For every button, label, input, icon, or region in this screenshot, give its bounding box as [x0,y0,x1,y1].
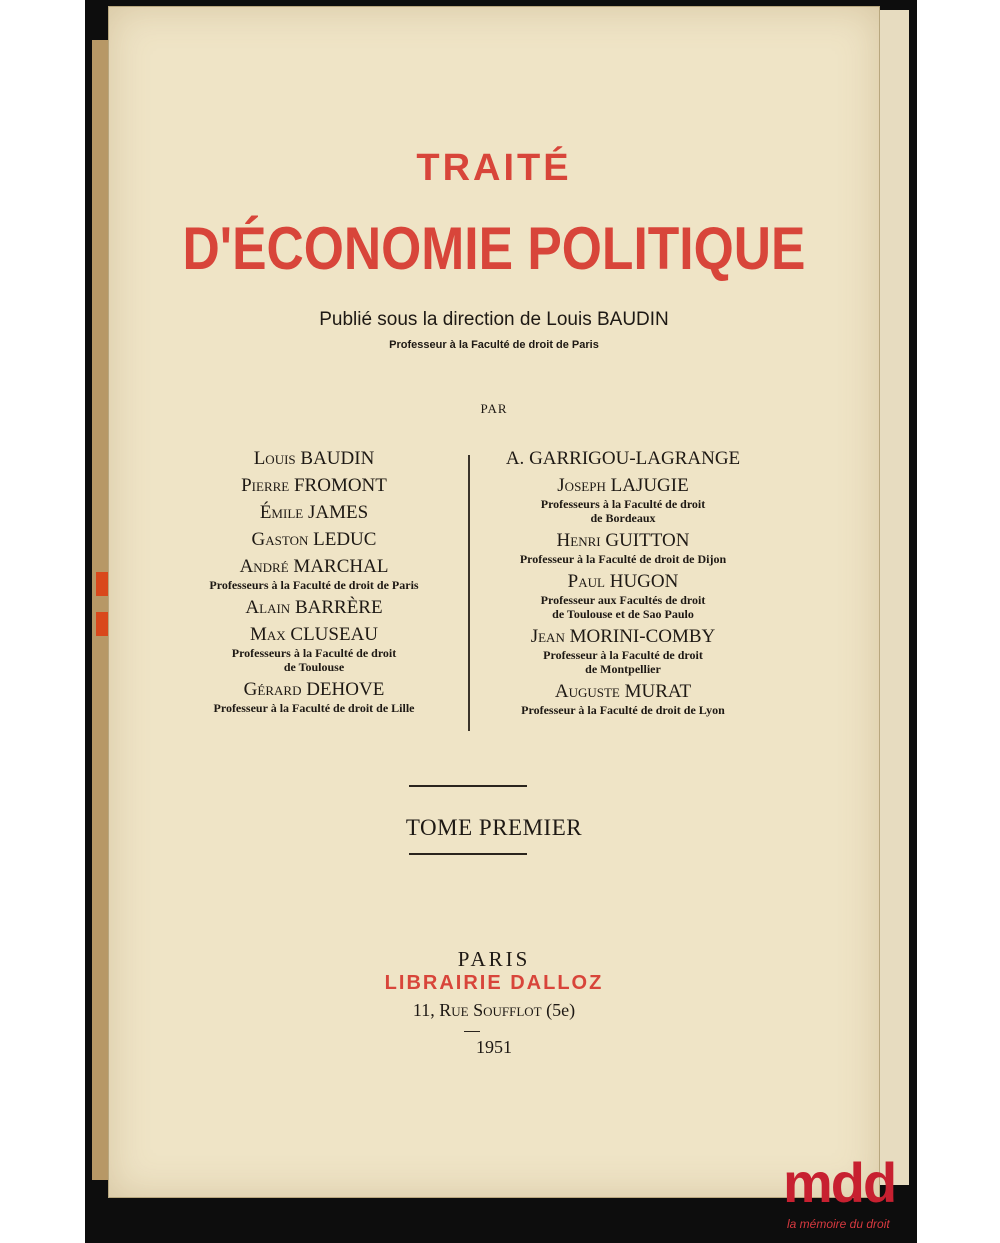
author-affiliation: Professeur aux Facultés de droit [540,593,706,607]
rule-top [409,785,527,787]
author-surname: JAMES [307,502,369,523]
author-surname: MURAT [624,681,692,702]
year-dash [464,1031,480,1032]
author-affiliation: de Toulouse et de Sao Paulo [552,607,694,621]
author-name [471,681,775,703]
logo-tagline: la mémoire du droit [787,1217,890,1231]
imprint-year: 1951 [476,1037,512,1057]
direction-affiliation: Professeur à la Faculté de droit de Paris [389,339,599,351]
direction-line: Publié sous la direction de Louis BAUDIN [319,309,669,330]
author-affiliation: de Toulouse [283,660,345,674]
author-surname: GARRIGOU-LAGRANGE [529,448,741,469]
column-divider [468,455,470,731]
imprint-city: PARIS [457,947,531,971]
author-surname: BAUDIN [300,448,375,469]
author-first-name: Auguste [554,681,620,702]
author-first-name: Henri [556,530,601,551]
author-surname: BARRÈRE [294,597,383,618]
author-affiliation: de Bordeaux [590,511,656,525]
author-name [169,475,459,497]
author-affiliation: Professeur à la Faculté de droit [543,648,703,662]
logo-letters: mdd [783,1151,896,1214]
author-name [471,626,775,648]
author-name [471,530,775,552]
author-name [471,448,775,470]
author-name [169,679,459,701]
address-street: Rue Soufflot [439,1000,542,1020]
authors-right-column [471,443,775,717]
author-name [169,448,459,470]
author-first-name: Paul [567,571,605,592]
author-affiliation: Professeurs à la Faculté de droit de Paris [209,578,419,592]
authors-left-column [169,443,459,715]
author-first-name: Alain [245,597,291,618]
author-first-name: Pierre [241,475,290,496]
author-affiliation: Professeur à la Faculté de droit de Lille [213,701,415,715]
author-affiliation: Professeur à la Faculté de droit de Lyon [521,703,725,717]
author-first-name: Gaston [251,529,309,550]
author-surname: DEHOVE [306,679,385,700]
author-affiliation: Professeurs à la Faculté de droit [231,646,397,660]
author-surname: MARCHAL [293,556,389,577]
author-name [471,475,775,497]
address-number: 11, [412,1000,435,1020]
author-first-name: Joseph [557,475,606,496]
author-affiliation: de Montpellier [585,662,661,676]
author-affiliation: Professeur à la Faculté de droit de Dijon [519,552,727,566]
author-affiliation: Professeurs à la Faculté de droit [540,497,706,511]
author-name [169,597,459,619]
title-line-1: TRAITÉ [416,147,572,189]
author-surname: CLUSEAU [290,624,379,645]
author-surname: FROMONT [293,475,387,496]
author-first-name: Jean [530,626,565,647]
title-line-2: D'ÉCONOMIE POLITIQUE [182,215,806,282]
title-page [108,6,880,1198]
author-first-name: Max [249,624,286,645]
author-first-name: Louis [253,448,296,469]
author-surname: LAJUGIE [610,475,689,496]
mdd-logo [783,1153,913,1233]
author-surname: MORINI-COMBY [569,626,716,647]
author-name [169,624,459,646]
author-surname: LEDUC [313,529,377,550]
par-label: PAR [480,401,508,416]
author-name [169,502,459,524]
imprint-publisher: LIBRAIRIE DALLOZ [384,972,604,994]
author-name [169,529,459,551]
rule-bottom [409,853,527,855]
author-first-name: Gérard [243,679,302,700]
author-surname: HUGON [609,571,679,592]
author-surname: GUITTON [605,530,690,551]
imprint-address [109,1000,879,1021]
address-arrondissement: (5e) [546,1000,576,1020]
author-name [471,571,775,593]
author-first-name: Émile [259,502,304,523]
author-first-name: André [239,556,289,577]
author-first-name: A. [505,448,525,469]
tome-label: TOME PREMIER [405,815,583,840]
author-name [169,556,459,578]
